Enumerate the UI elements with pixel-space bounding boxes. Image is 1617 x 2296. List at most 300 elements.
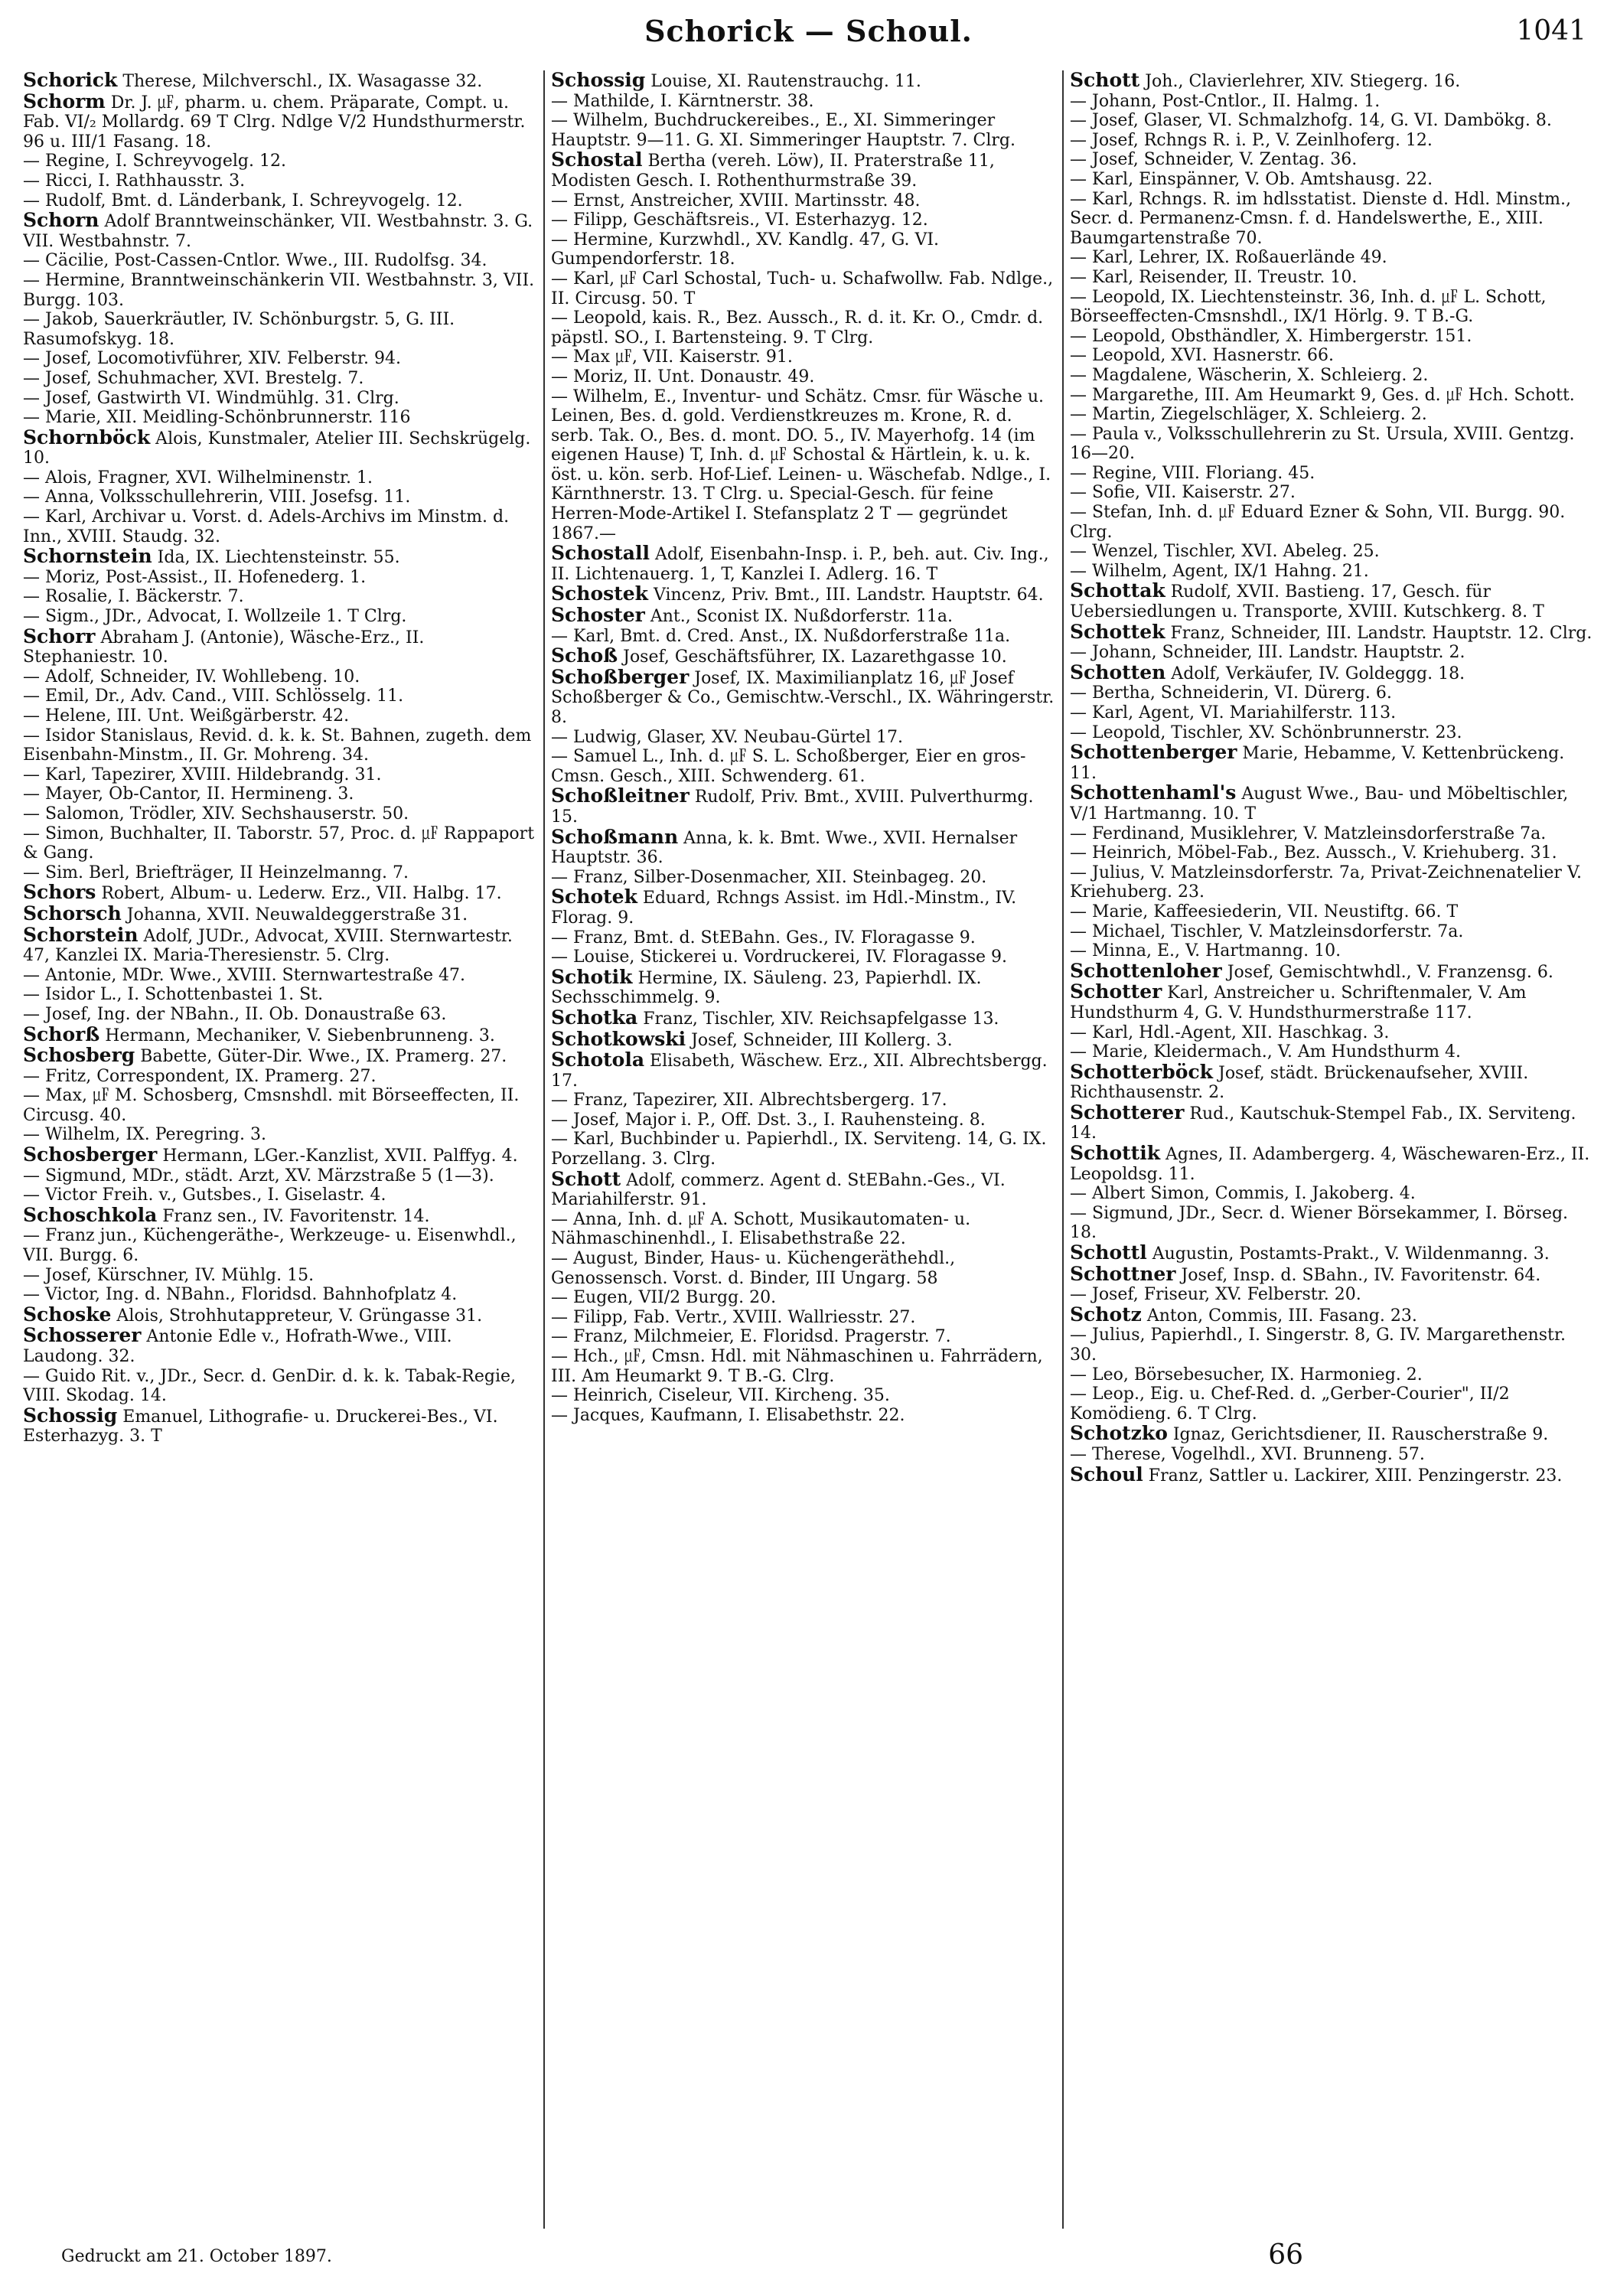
entry-surname: Schoßmann <box>551 825 679 848</box>
directory-entry <box>1070 1042 1594 1062</box>
directory-entry <box>551 1130 1056 1169</box>
entry-text: — Josef, Gastwirth VI. Windmühlg. 31. Clrg. <box>23 388 399 408</box>
directory-entry <box>551 605 1056 627</box>
directory-entry <box>551 1288 1056 1308</box>
directory-entry <box>23 251 536 271</box>
directory-entry <box>23 92 536 152</box>
entry-text: — Samuel L., Inh. d. ㎌ S. L. Schoßberger, Eier en gros-Cmsn. Gesch., XIII. Schwenderg. 61. <box>551 747 1026 786</box>
directory-entry <box>551 947 1056 967</box>
entry-text: Therese, Milchverschl., IX. Wasagasse 32. <box>117 72 483 91</box>
entry-text: — Hch., ㎌, Cmsn. Hdl. mit Nähmaschinen u. Fahrrädern, III. Am Heumarkt 9. T B.-G. Clrg. <box>551 1347 1043 1386</box>
entry-text: — Karl, Buchbinder u. Papierhdl., IX. Serviteng. 14, G. IX. Porzellang. 3. Clrg. <box>551 1130 1047 1169</box>
entry-text: — Salomon, Trödler, XIV. Sechshauserstr. 50. <box>23 804 409 823</box>
directory-entry <box>551 1347 1056 1386</box>
directory-entry <box>551 230 1056 269</box>
directory-entry <box>551 1008 1056 1029</box>
directory-entry <box>551 92 1056 112</box>
directory-entry <box>23 1326 536 1366</box>
entry-text: Franz, Schneider, III. Landstr. Hauptstr. 12. Clrg. <box>1165 623 1593 643</box>
directory-entry <box>551 667 1056 728</box>
entry-text: — Josef, Rchngs R. i. P., V. Zeinlhoferg. 12. <box>1070 130 1433 150</box>
entry-text: Augustin, Postamts-Prakt., V. Wildenmanng. 3. <box>1146 1244 1550 1264</box>
entry-text: August Wwe., Bau- und Möbeltischler, V/1 Hartmanng. 10. T <box>1070 784 1569 823</box>
directory-entry <box>23 1305 536 1326</box>
entry-text: — Ludwig, Glaser, XV. Neubau-Gürtel 17. <box>551 727 903 747</box>
directory-entry <box>23 607 536 627</box>
entry-text: — Karl, Einspänner, V. Ob. Amtshausg. 22. <box>1070 169 1433 189</box>
entry-text: — Regine, VIII. Floriang. 45. <box>1070 463 1315 483</box>
entry-text: — Rudolf, Bmt. d. Länderbank, I. Schreyvogelg. 12. <box>23 191 463 210</box>
directory-entry <box>551 887 1056 928</box>
directory-entry <box>23 1266 536 1286</box>
directory-entry <box>1070 1326 1594 1365</box>
entry-text: — Adolf, Schneider, IV. Wohllebeng. 10. <box>23 667 360 687</box>
entry-surname: Schotola <box>551 1049 645 1071</box>
entry-text: — Therese, Vogelhdl., XVI. Brunneng. 57. <box>1070 1444 1425 1464</box>
entry-surname: Schott <box>1070 70 1140 91</box>
entry-text: Robert, Album- u. Lederw. Erz., VII. Halbg. 17. <box>96 884 502 904</box>
entry-text: — Franz jun., Küchengeräthe-, Werkzeuge- u. Eisenwhdl., VII. Burgg. 6. <box>23 1226 517 1266</box>
directory-entry <box>23 726 536 765</box>
directory-entry <box>23 1166 536 1186</box>
entry-text: — Karl, Archivar u. Vorst. d. Adels-Archivs im Minstm. d. Inn., XVIII. Staudg. 32. <box>23 507 510 546</box>
entry-text: — Leo, Börsebesucher, IX. Harmonieg. 2. <box>1070 1365 1423 1384</box>
entry-text: Dr. J. ㎌, pharm. u. chem. Präparate, Compt. u. Fab. VI/₂ Mollardg. 69 T Clrg. Ndlge V/2 Hundsthurmerstr. 96 u. III/1 Fasang. 18. <box>23 93 526 152</box>
directory-entry <box>551 269 1056 308</box>
entry-text: — Karl, Rchngs. R. im hdlsstatist. Dienste d. Hdl. Minstm., Secr. d. Permanenz-Cmsn. f. d. Handelswerthe, E., XIII. Baumgartenstraße 70. <box>1070 189 1572 248</box>
entry-text: — Julius, Papierhdl., I. Singerstr. 8, G. IV. Margarethenstr. 30. <box>1070 1326 1566 1365</box>
entry-text: Johanna, XVII. Neuwaldeggerstraße 31. <box>121 905 468 925</box>
entry-text: — Victor Freih. v., Gutsbes., I. Giselastr. 4. <box>23 1186 386 1205</box>
entry-text: — Ernst, Anstreicher, XVIII. Martinsstr. 48. <box>551 191 921 210</box>
entry-text: — Julius, V. Matzleinsdorferstr. 7a, Privat-Zeichnenatelier V. Kriehuberg. 23. <box>1070 863 1582 902</box>
directory-entry <box>23 428 536 468</box>
entry-surname: Schottik <box>1070 1142 1161 1165</box>
directory-entry <box>23 1145 536 1166</box>
entry-text: — Wilhelm, E., Inventur- und Schätz. Cmsr. für Wäsche u. Leinen, Bes. d. gold. Verdienstkreuzes m. Krone, R. d. serb. Tak. O., Bes. d. mont. DO. 5., IV. Mayerhofg. 14 (im eigenen Hause) T, Inh. d. ㎌ Schostal & Härtlein, k. u. k. öst. u. kön. serb. Hof-Lief. Leinen- u. Wäschefab. Ndlge., I. Kärnthnerstr. 13. T Clrg. u. Special-Gesch. für feine Herren-Mode-Artikel I. Stefansplatz 2 T — gegründet 1867.— <box>551 386 1051 543</box>
entry-text: — Bertha, Schneiderin, VI. Dürerg. 6. <box>1070 683 1392 703</box>
entry-surname: Schostall <box>551 542 650 565</box>
entry-surname: Schotkowski <box>551 1027 686 1050</box>
entry-text: — Regine, I. Schreyvogelg. 12. <box>23 152 286 171</box>
directory-entry <box>23 784 536 804</box>
directory-entry <box>1070 405 1594 425</box>
directory-entry <box>1070 1062 1594 1103</box>
entry-text: Hermine, IX. Säuleng. 23, Papierhdl. IX. Sechsschimmelg. 9. <box>551 968 982 1008</box>
directory-entry <box>1070 131 1594 151</box>
entry-surname: Schottenloher <box>1070 959 1222 982</box>
directory-entry <box>23 468 536 488</box>
entry-text: — Max, ㎌ M. Schosberg, Cmsnshdl. mit Börseeffecten, II. Circusg. 40. <box>23 1086 520 1125</box>
entry-surname: Schors <box>23 881 96 904</box>
entry-text: — Albert Simon, Commis, I. Jakoberg. 4. <box>1070 1184 1416 1204</box>
entry-surname: Schottek <box>1070 620 1165 643</box>
directory-entry <box>1070 1424 1594 1445</box>
column-2 <box>551 70 1056 2229</box>
entry-surname: Schotka <box>551 1006 638 1029</box>
directory-entry <box>551 928 1056 948</box>
entry-text: — Leopold, kais. R., Bez. Aussch., R. d. it. Kr. O., Cmdr. d. päpstl. SO., I. Bartensteing. 9. T Clrg. <box>551 308 1044 347</box>
entry-surname: Schosberg <box>23 1044 135 1067</box>
entry-text: Karl, Anstreicher u. Schriftenmaler, V. Am Hundsthurm 4, G. V. Hundsthurmerstraße 117. <box>1070 983 1527 1022</box>
page-header <box>23 14 1594 60</box>
entry-text: — Isidor L., I. Schottenbastei 1. St. <box>23 985 324 1005</box>
entry-text: — Franz, Bmt. d. StEBahn. Ges., IV. Floragasse 9. <box>551 928 976 947</box>
entry-text: Adolf Branntweinschänker, VII. Westbahnstr. 3. G. VII. Westbahnstr. 7. <box>23 212 533 251</box>
directory-entry <box>551 210 1056 230</box>
entry-text: — Josef, Schuhmacher, XVI. Brestelg. 7. <box>23 368 364 388</box>
entry-text: — Karl, Tapezirer, XVIII. Hildebrandg. 31. <box>23 765 382 784</box>
directory-entry <box>23 1086 536 1125</box>
entry-text: — Hermine, Branntweinschänkerin VII. Westbahnstr. 3, VII. Burgg. 103. <box>23 270 535 310</box>
entry-text: Babette, Güter-Dir. Wwe., IX. Pramerg. 27. <box>135 1047 507 1067</box>
directory-entry <box>1070 562 1594 582</box>
directory-entry <box>1070 1264 1594 1286</box>
entry-surname: Schotzko <box>1070 1422 1168 1445</box>
entry-text: — Leopold, IX. Liechtensteinstr. 36, Inh. d. ㎌ L. Schott, Börseeffecten-Cmsnshdl., IX/1 Hörlg. 9. T B.-G. <box>1070 287 1547 327</box>
directory-entry <box>23 546 536 568</box>
entry-surname: Schottenberger <box>1070 741 1237 764</box>
directory-entry <box>1070 982 1594 1022</box>
directory-entry <box>23 152 536 171</box>
directory-entry <box>551 1029 1056 1051</box>
entry-surname: Schorß <box>23 1022 100 1045</box>
entry-text: Franz sen., IV. Favoritenstr. 14. <box>157 1206 430 1226</box>
directory-entry <box>1070 288 1594 327</box>
entry-text: — Franz, Milchmeier, E. Floridsd. Pragerstr. 7. <box>551 1327 951 1347</box>
entry-text: Josef, Insp. d. SBahn., IV. Favoritenstr. 64. <box>1175 1265 1541 1285</box>
directory-entry <box>23 271 536 310</box>
directory-entry <box>23 824 536 863</box>
directory-entry <box>23 171 536 191</box>
entry-text: Franz, Sattler u. Lackirer, XIII. Penzingerstr. 23. <box>1143 1466 1563 1486</box>
entry-surname: Schoßleitner <box>551 784 690 807</box>
directory-entry <box>23 627 536 667</box>
directory-entry <box>1070 742 1594 783</box>
directory-entry <box>1070 483 1594 503</box>
directory-entry <box>23 765 536 785</box>
directory-entry <box>1070 1384 1594 1424</box>
entry-text: — Marie, XII. Meidling-Schönbrunnerstr. 116 <box>23 408 411 428</box>
column-divider <box>1062 70 1064 2229</box>
directory-entry <box>1070 1285 1594 1305</box>
directory-entry <box>1070 542 1594 562</box>
directory-entry <box>1070 863 1594 902</box>
entry-text: — Sigmund, JDr., Secr. d. Wiener Börsekammer, I. Börseg. 18. <box>1070 1203 1569 1243</box>
directory-entry <box>1070 70 1594 92</box>
entry-text: Josef, Geschäftsführer, IX. Lazarethgasse 10. <box>618 647 1007 667</box>
entry-text: Adolf, commerz. Agent d. StEBahn.-Ges., VI. Mariahilferstr. 91. <box>551 1170 1006 1210</box>
directory-entry <box>23 985 536 1005</box>
entry-text: — Wenzel, Tischler, XVI. Abeleg. 25. <box>1070 542 1380 562</box>
directory-entry <box>23 1125 536 1145</box>
directory-entry <box>23 804 536 824</box>
entry-text: — Josef, Schneider, V. Zentag. 36. <box>1070 150 1358 170</box>
directory-entry <box>1070 1143 1594 1184</box>
entry-text: — Mayer, Ob-Cantor, II. Hermineng. 3. <box>23 784 354 804</box>
directory-entry <box>1070 1023 1594 1043</box>
directory-entry <box>23 488 536 507</box>
entry-text: Josef, Schneider, III Kollerg. 3. <box>686 1030 953 1050</box>
directory-entry <box>1070 1365 1594 1385</box>
entry-text: — Leopold, Obsthändler, X. Himbergerstr. 151. <box>1070 326 1472 346</box>
entry-text: — Filipp, Geschäftsreis., VI. Esterhazyg. 12. <box>551 210 928 230</box>
directory-entry <box>1070 268 1594 288</box>
directory-entry <box>23 70 536 92</box>
directory-entry <box>23 1406 536 1446</box>
directory-entry <box>23 1186 536 1205</box>
directory-entry <box>1070 643 1594 663</box>
directory-entry <box>1070 386 1594 406</box>
entry-text: Adolf, Eisenbahn-Insp. i. P., beh. aut. Civ. Ing., II. Lichtenauerg. 1, T, Kanzlei I. Adlerg. 16. T <box>551 545 1049 584</box>
entry-text: — Magdalene, Wäscherin, X. Schleierg. 2. <box>1070 365 1429 385</box>
entry-text: — Stefan, Inh. d. ㎌ Eduard Ezner & Sohn, VII. Burgg. 90. Clrg. <box>1070 503 1566 542</box>
entry-text: — Mathilde, I. Kärntnerstr. 38. <box>551 91 814 111</box>
entry-surname: Schorstein <box>23 923 139 946</box>
entry-text: — Louise, Stickerei u. Vordruckerei, IV. Floragasse 9. <box>551 947 1007 967</box>
entry-surname: Schorn <box>23 209 99 232</box>
entry-text: — Anna, Volksschullehrerin, VIII. Josefsg. 11. <box>23 488 411 507</box>
directory-entry <box>1070 503 1594 542</box>
entry-text: — Minna, E., V. Hartmanng. 10. <box>1070 941 1342 961</box>
directory-entry <box>1070 150 1594 170</box>
entry-surname: Schoul <box>1070 1463 1143 1486</box>
entry-text: — Leopold, Tischler, XV. Schönbrunnerstr. 23. <box>1070 722 1462 742</box>
entry-text: — Josef, Glaser, VI. Schmalzhofg. 14, G. VI. Dambökg. 8. <box>1070 111 1552 131</box>
entry-surname: Schottner <box>1070 1262 1176 1285</box>
directory-entry <box>1070 660 1594 684</box>
entry-text: Alois, Kunstmaler, Atelier III. Sechskrügelg. 10. <box>23 429 531 468</box>
directory-entry <box>551 1249 1056 1288</box>
print-date: Gedruckt am 21. October 1897. <box>61 2247 332 2266</box>
entry-text: Bertha (vereh. Löw), II. Praterstraße 11, Modisten Gesch. I. Rothenthurmstraße 39. <box>551 152 995 191</box>
page-footer <box>23 2239 1594 2278</box>
entry-text: — Michael, Tischler, V. Matzleinsdorferstr. 7a. <box>1070 921 1464 941</box>
directory-entry <box>1070 824 1594 844</box>
column-3 <box>1070 70 1594 2229</box>
directory-entry <box>23 587 536 607</box>
entry-text: — Fritz, Correspondent, IX. Pramerg. 27. <box>23 1066 377 1086</box>
directory-entry <box>1070 902 1594 922</box>
directory-entry <box>551 308 1056 347</box>
entry-text: — Guido Rit. v., JDr., Secr. d. GenDir. d. k. k. Tabak-Regie, VIII. Skodag. 14. <box>23 1366 517 1406</box>
entry-text: — Karl, Hdl.-Agent, XII. Haschkag. 3. <box>1070 1022 1390 1042</box>
directory-entry <box>23 1205 536 1227</box>
entry-text: — Johann, Post-Cntlor., II. Halmg. 1. <box>1070 91 1381 111</box>
directory-entry <box>551 1050 1056 1091</box>
entry-text: — Karl, Agent, VI. Mariahilferstr. 113. <box>1070 703 1397 722</box>
directory-entry <box>551 1210 1056 1249</box>
entry-surname: Schostek <box>551 582 648 605</box>
directory-entry <box>1070 170 1594 190</box>
entry-text: — Anna, Inh. d. ㎌ A. Schott, Musikautomaten- u. Nähmaschinenhdl., I. Elisabethstraße 22. <box>551 1209 971 1249</box>
directory-entry <box>551 1110 1056 1130</box>
entry-text: Josef, IX. Maximilianplatz 16, ㎌ Josef Schoßberger & Co., Gemischtw.-Verschl., IX. Währingerstr. 8. <box>551 668 1055 727</box>
entry-text: Hermann, LGer.-Kanzlist, XVII. Palffyg. 4. <box>157 1146 518 1166</box>
entry-text: Antonie Edle v., Hofrath-Wwe., VIII. Laudong. 32. <box>23 1327 452 1366</box>
entry-surname: Schornstein <box>23 545 152 568</box>
entry-text: Elisabeth, Wäschew. Erz., XII. Albrechtsbergg. 17. <box>551 1052 1048 1091</box>
entry-text: Rudolf, XVII. Bastieng. 17, Gesch. für Uebersiedlungen u. Transporte, XVIII. Kutschkerg. 8. T <box>1070 582 1544 622</box>
directory-entry <box>1070 783 1594 823</box>
directory-entry <box>1070 464 1594 484</box>
entry-text: — Franz, Silber-Dosenmacher, XII. Steinbageg. 20. <box>551 867 987 887</box>
directory-entry <box>23 191 536 211</box>
entry-surname: Schoster <box>551 604 645 627</box>
entry-text: — Hermine, Kurzwhdl., XV. Kandlg. 47, G. VI. Gumpendorferstr. 18. <box>551 230 940 269</box>
directory-entry <box>1070 346 1594 366</box>
directory-entry <box>23 925 536 966</box>
entry-text: Ant., Sconist IX. Nußdorferstr. 11a. <box>644 607 953 627</box>
directory-entry <box>23 687 536 706</box>
directory-entry <box>23 1005 536 1025</box>
entry-text: — Emil, Dr., Adv. Cand., VIII. Schlösselg. 11. <box>23 687 404 706</box>
directory-entry <box>551 150 1056 191</box>
entry-text: — Wilhelm, IX. Peregring. 3. <box>23 1125 266 1145</box>
directory-entry <box>1070 581 1594 621</box>
entry-text: — Franz, Tapezirer, XII. Albrechtsbergerg. 17. <box>551 1091 947 1110</box>
directory-entry <box>1070 941 1594 961</box>
directory-entry <box>1070 922 1594 942</box>
directory-entry <box>23 310 536 349</box>
entry-text: — Johann, Schneider, III. Landstr. Hauptstr. 2. <box>1070 643 1465 663</box>
directory-entry <box>551 347 1056 367</box>
entry-surname: Schossig <box>23 1404 118 1427</box>
directory-entry <box>1070 327 1594 347</box>
directory-entry <box>551 868 1056 888</box>
entry-text: — Josef, Locomotivführer, XIV. Felberstr. 94. <box>23 349 401 369</box>
entry-text: — Marie, Kleidermach., V. Am Hundsthurm 4. <box>1070 1042 1461 1062</box>
entry-text: — Rosalie, I. Bäckerstr. 7. <box>23 587 244 607</box>
directory-entry <box>551 827 1056 868</box>
entry-text: — Wilhelm, Agent, IX/1 Hahng. 21. <box>1070 561 1369 581</box>
directory-entry <box>1070 703 1594 723</box>
entry-surname: Schorsch <box>23 902 122 925</box>
directory-entry <box>1070 961 1594 983</box>
entry-text: — Sim. Berl, Briefträger, II Heinzelmanng. 7. <box>23 863 409 882</box>
entry-text: — Josef, Major i. P., Off. Dst. 3., I. Rauhensteing. 8. <box>551 1110 986 1130</box>
entry-surname: Schossig <box>551 70 646 91</box>
directory-entry <box>1070 425 1594 464</box>
entry-text: Emanuel, Lithografie- u. Druckerei-Bes., VI. Esterhazyg. 3. T <box>23 1407 498 1446</box>
entry-text: — Moriz, Post-Assist., II. Hofenederg. 1. <box>23 567 367 587</box>
directory-entry <box>23 1285 536 1305</box>
directory-entry <box>1070 1305 1594 1326</box>
entry-text: — Martin, Ziegelschläger, X. Schleierg. 2. <box>1070 405 1427 425</box>
directory-entry <box>551 1406 1056 1426</box>
directory-entry <box>1070 1465 1594 1486</box>
entry-text: — Josef, Kürschner, IV. Mühlg. 15. <box>23 1265 315 1285</box>
directory-entry <box>23 863 536 883</box>
entry-text: Josef, Gemischtwhdl., V. Franzensg. 6. <box>1221 962 1553 982</box>
directory-entry <box>23 882 536 904</box>
entry-surname: Schoß <box>551 644 618 667</box>
entry-surname: Schotten <box>1070 660 1166 683</box>
directory-entry <box>1070 843 1594 863</box>
entry-text: Adolf, JUDr., Advocat, XVIII. Sternwartestr. 47, Kanzlei IX. Maria-Theresienstr. 5. Clrg. <box>23 926 513 966</box>
directory-entry <box>551 646 1056 667</box>
entry-surname: Schottak <box>1070 579 1165 602</box>
directory-entry <box>551 1308 1056 1328</box>
entry-text: Franz, Tischler, XIV. Reichsapfelgasse 13. <box>637 1009 999 1029</box>
entry-text: Ignaz, Gerichtsdiener, II. Rauscherstraße 9. <box>1167 1425 1549 1445</box>
entry-text: — Filipp, Fab. Vertr., XVIII. Wallriesstr. 27. <box>551 1307 916 1327</box>
entry-text: — Leopold, XVI. Hasnerstr. 66. <box>1070 346 1335 366</box>
directory-entry <box>23 568 536 588</box>
entry-text: — Ferdinand, Musiklehrer, V. Matzleinsdorferstraße 7a. <box>1070 823 1547 843</box>
directory-entry <box>23 966 536 986</box>
directory-entry <box>551 1327 1056 1347</box>
entry-text: — Wilhelm, Buchdruckereibes., E., XI. Simmeringer Hauptstr. 9—11. G. XI. Simmeringer Hauptstr. 7. Clrg. <box>551 111 1016 150</box>
entry-text: Adolf, Verkäufer, IV. Goldeggg. 18. <box>1165 664 1465 683</box>
directory-entry <box>23 1226 536 1265</box>
entry-text: — Simon, Buchhalter, II. Taborstr. 57, Proc. d. ㎌ Rappaport & Gang. <box>23 823 535 863</box>
directory-entry <box>1070 723 1594 743</box>
directory-entry <box>23 1367 536 1406</box>
directory-entry <box>23 904 536 925</box>
directory-entry <box>1070 1445 1594 1465</box>
directory-entry <box>23 349 536 369</box>
directory-entry <box>551 728 1056 748</box>
entry-text: — Sigmund, MDr., städt. Arzt, XV. Märzstraße 5 (1—3). <box>23 1166 494 1186</box>
entry-text: Joh., Clavierlehrer, XIV. Stiegerg. 16. <box>1139 72 1461 91</box>
entry-text: — Max ㎌, VII. Kaiserstr. 91. <box>551 347 793 367</box>
running-head: Schorick — Schoul. <box>644 14 973 48</box>
entry-text: — Isidor Stanislaus, Revid. d. k. k. St. Bahnen, zugeth. dem Eisenbahn-Minstm., II. Gr. Mohreng. 34. <box>23 726 532 765</box>
entry-text: — Alois, Fragner, XVI. Wilhelminenstr. 1. <box>23 468 373 488</box>
directory-entry <box>23 369 536 389</box>
entry-surname: Schoske <box>23 1303 112 1326</box>
entry-surname: Schottl <box>1070 1241 1147 1264</box>
directory-entry <box>551 747 1056 786</box>
entry-surname: Schostal <box>551 148 643 171</box>
entry-text: — Sigm., JDr., Advocat, I. Wollzeile 1. T Clrg. <box>23 607 407 627</box>
entry-surname: Schotterer <box>1070 1101 1185 1124</box>
directory-entry <box>551 111 1056 150</box>
entry-text: — Margarethe, III. Am Heumarkt 9, Ges. d. ㎌ Hch. Schott. <box>1070 385 1575 405</box>
directory-page <box>23 0 1594 2296</box>
entry-text: — Heinrich, Möbel-Fab., Bez. Aussch., V. Kriehuberg. 31. <box>1070 843 1557 863</box>
entry-text: Vincenz, Priv. Bmt., III. Landstr. Hauptstr. 64. <box>647 585 1044 605</box>
sheet-number: 66 <box>1268 2239 1303 2271</box>
entry-text: Agnes, II. Adambergerg. 4, Wäschewaren-Erz., II. Leopoldsg. 11. <box>1070 1145 1590 1184</box>
entry-text: — Heinrich, Ciseleur, VII. Kircheng. 35. <box>551 1386 890 1406</box>
directory-entry <box>1070 1103 1594 1143</box>
entry-surname: Schotterböck <box>1070 1060 1213 1083</box>
directory-entry <box>551 367 1056 387</box>
entry-text: — Marie, Kaffeesiederin, VII. Neustiftg. 66. T <box>1070 902 1459 921</box>
directory-entry <box>1070 683 1594 703</box>
directory-entry <box>551 627 1056 647</box>
directory-entry <box>23 507 536 546</box>
entry-surname: Schotik <box>551 965 633 988</box>
directory-entry <box>1070 622 1594 644</box>
entry-text: Anna, k. k. Bmt. Wwe., XVII. Hernalser Hauptstr. 36. <box>551 828 1018 868</box>
directory-entry <box>23 389 536 409</box>
entry-text: Rud., Kautschuk-Stempel Fab., IX. Serviteng. 14. <box>1070 1104 1576 1143</box>
directory-entry <box>23 1067 536 1087</box>
entry-text: — Sofie, VII. Kaiserstr. 27. <box>1070 483 1296 503</box>
entry-surname: Schorm <box>23 90 106 113</box>
entry-text: — Leop., Eig. u. Chef-Red. d. „Gerber-Courier", II/2 Komödieng. 6. T Clrg. <box>1070 1384 1510 1424</box>
directory-entry <box>551 387 1056 544</box>
directory-entry <box>551 967 1056 1008</box>
entry-surname: Schottenhaml's <box>1070 781 1237 804</box>
entry-surname: Schotek <box>551 885 637 908</box>
entry-text: — Josef, Friseur, XV. Felberstr. 20. <box>1070 1285 1361 1305</box>
entry-surname: Schott <box>551 1167 621 1190</box>
entry-text: Abraham J. (Antonie), Wäsche-Erz., II. Stephaniestr. 10. <box>23 628 425 667</box>
